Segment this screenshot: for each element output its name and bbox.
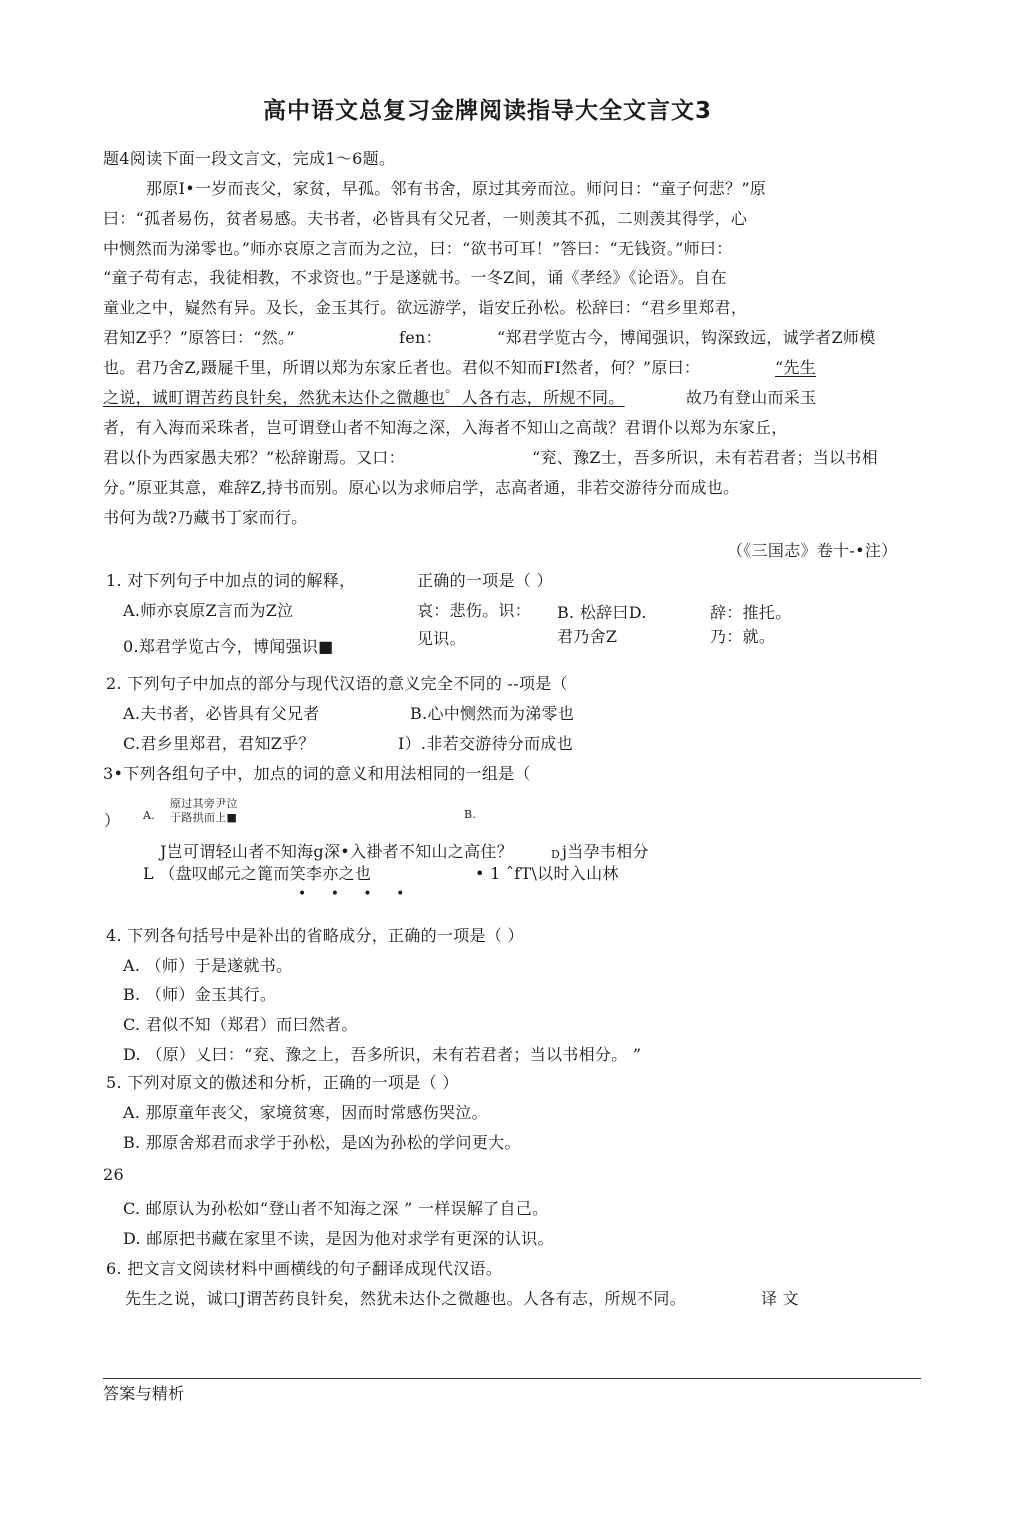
section-divider — [103, 1378, 921, 1379]
passage-fragment: “兖、豫Z士，吾多所识，未有若君者；当以书相 — [532, 448, 878, 467]
passage-line: 童业之中，嶷然有异。及长，金玉其行。欲远游学，诣安丘孙松。松辞曰：“君乡里郑君， — [103, 298, 748, 317]
question-1-option-c-note: 见识。 — [417, 629, 466, 648]
question-6-sentence: 先生之说，诚口J谓苦药良针矣，然犹未达仆之微趣也。人各有志，所规不同。 — [125, 1289, 686, 1308]
passage-line: 君知Z乎？”原答曰：“然。” — [103, 328, 295, 347]
passage-line: 书何为哉?乃藏书丁家而行。 — [103, 508, 308, 527]
question-1-option-d-note: 乃：就。 — [710, 627, 776, 646]
question-1-stem-end: 正确的一项是（ ） — [417, 571, 553, 590]
page-title: 高中语文总复习金牌阅读指导大全文言文3 — [263, 98, 713, 124]
translation-label: 译 文 — [761, 1289, 799, 1308]
passage-line: 也。君乃舍Z,蹑屣千里，所谓以郑为东家丘者也。君似不知而FI然者，何？”原曰： — [103, 358, 701, 377]
passage-fragment: fen： — [399, 328, 442, 347]
emphasis-dots: • • • • — [298, 886, 415, 902]
question-3-paren: ） — [104, 811, 121, 830]
question-3-stem: 3•下列各组句子中，加点的词的意义和用法相同的一组是（ — [103, 764, 531, 783]
question-4-stem: 4. 下列各句括号中是补出的省略成分，正确的一项是（ ） — [106, 926, 524, 945]
question-4-option-c: C. 君似不知（郑君）而曰然者。 — [123, 1015, 358, 1034]
answer-heading: 答案与精析 — [103, 1384, 185, 1403]
underlined-sentence: “先生 — [775, 358, 817, 377]
question-5-option-b: B. 那原舍郑君而求学于孙松，是凶为孙松的学问更大。 — [123, 1133, 521, 1152]
intro-line: 题4阅读下面一段文言文，完成1～6题。 — [103, 149, 396, 168]
question-6-stem: 6. 把文言文阅读材料中画横线的句子翻译成现代汉语。 — [106, 1259, 503, 1278]
passage-line: 君以仆为西家愚夫邪？”松辞谢焉。又口： — [103, 448, 405, 467]
question-1-option-b-note: 辞：推托。 — [710, 603, 792, 622]
passage-fragment: “郑君学览古今，博闻强识，钩深致远，诚学者Z师模 — [497, 328, 876, 347]
question-5-option-a: A. 那原童年丧父，家境贫寒，因而时常感伤哭泣。 — [123, 1103, 488, 1122]
question-2-option-d: I）.非若交游待分而成也 — [398, 734, 574, 753]
question-5-option-c: C. 邮原认为孙松如“登山者不知海之深 ” 一样误解了自己。 — [123, 1199, 549, 1218]
underlined-sentence: 之说，诚町谓苦药良针矣，然犹未达仆之微趣也゜人各冇志，所规不同。 — [103, 388, 625, 407]
question-3-option-b-label: B. — [464, 808, 477, 821]
question-3-option-c-line: J岂可谓轻山者不知海g深•入褂者不知山之高住？ — [160, 842, 513, 861]
question-3-option-a-line2: 于路拱而上■ — [170, 811, 238, 824]
passage-line: 曰：“孤者易伤，贫者易感。夫书者，必皆具有父兄者，一则羡其不孤，二则羡其得学，心 — [103, 209, 748, 228]
question-3-option-d-line: j当孕韦相分 — [562, 842, 649, 861]
question-4-option-d: D. （原）乂曰：“兖、豫之上，吾多所识，未有若君者；当以书相分。 ” — [123, 1045, 642, 1064]
question-3-option-f-line: • 1 ˆfT\以时入山林 — [475, 864, 619, 883]
passage-line: “童子苟有志，我徒相教，不求资也。”于是遂就书。一冬Z间，诵《孝经》《论语》。自在 — [103, 268, 727, 287]
question-2-stem: 2. 下列句子中加点的部分与现代汉语的意义完全不同的 --项是（ — [106, 674, 568, 693]
question-1-option-a-note: 哀：悲伤。识： — [417, 601, 532, 620]
question-3-option-a-line1: 原过其旁尹泣 — [170, 797, 238, 810]
question-1-stem: 1. 对下列句子中加点的词的解释， — [106, 571, 356, 590]
question-5-stem: 5. 下列对原文的傲述和分析，正确的一项是（ ） — [106, 1073, 459, 1092]
passage-line: 那原I•一岁而丧父，家贫，早孤。邻有书舍，原过其旁而泣。师问日：“童子何悲？”原 — [146, 179, 767, 198]
question-4-option-b: B. （师）金玉其行。 — [123, 985, 277, 1004]
source-citation: （《三国志》卷十-•注） — [727, 541, 898, 560]
passage-line: 者，有入海而采珠者，岂可谓登山者不知海之深，入海者不知山之高哉？君谓仆以郑为东家丘， — [103, 418, 788, 437]
question-2-option-b: B.心中恻然而为涕零也 — [410, 704, 575, 723]
page-number: 26 — [103, 1165, 124, 1184]
question-1-option-b: B. 松辞曰D. — [557, 603, 647, 622]
question-2-option-a: A.夫书者，必皆具有父兄者 — [123, 704, 320, 723]
question-1-option-a: A.师亦哀原Z言而为Z泣 — [123, 601, 294, 620]
question-3-option-d-label: D — [551, 848, 561, 861]
question-1-option-c: 0.郑君学览古今，博闻强识■ — [123, 637, 334, 656]
question-2-option-c: C.君乡里郑君，君知Z乎？ — [123, 734, 315, 753]
passage-line: 中恻然而为涕零也。”师亦哀原之言而为之泣，曰：“欲书可耳！”答曰：“无钱资。”师曰： — [103, 239, 733, 258]
passage-line: 分。”原亚其意，难辞Z,持书而别。原心以为求师启学，志高者通，非若交游待分而成也。 — [103, 478, 740, 497]
question-3-option-a-label: A. — [143, 809, 156, 822]
passage-fragment: 故乃有登山而采玉 — [686, 388, 817, 407]
question-3-option-e-line: L （盘叹邮元之篦而笑李亦之也 — [143, 864, 372, 883]
question-4-option-a: A. （师）于是遂就书。 — [123, 956, 293, 975]
question-1-option-d: 君乃舍Z — [557, 627, 618, 646]
question-5-option-d: D. 邮原把书藏在家里不读，是因为他对求学有更深的认识。 — [123, 1229, 554, 1248]
